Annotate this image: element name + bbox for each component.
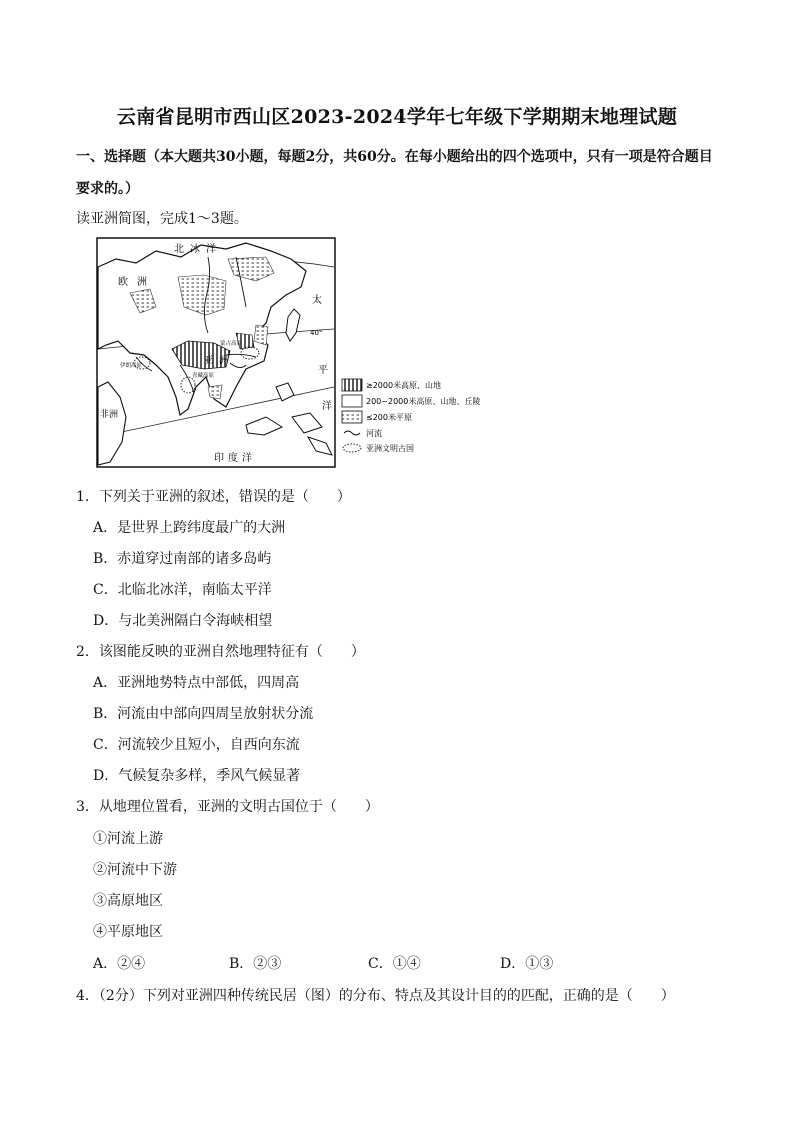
- label-latitude: 40°: [310, 329, 323, 337]
- label-mongolia: 蒙古高原: [220, 341, 243, 347]
- section-heading-line1: 一、选择题（本大题共30小题，每题2分，共60分。在每小题给出的四个选项中，只有一项是符合题目: [76, 149, 713, 165]
- map-legend: [342, 379, 480, 453]
- legend-label: 亚洲文明古国: [366, 444, 414, 453]
- label-asia: 亚洲: [204, 356, 235, 366]
- label-tibet: 青藏高原: [192, 373, 215, 379]
- question-1-option-a[interactable]: A．是世界上跨纬度最广的大洲: [93, 520, 286, 536]
- question-3-item-2: ②河流中下游: [93, 862, 177, 878]
- question-2-option-a[interactable]: A．亚洲地势特点中部低，四周高: [93, 675, 300, 691]
- label-arctic: 北冰洋: [174, 244, 222, 255]
- intro-text: 读亚洲简图，完成1～3题。: [76, 211, 248, 227]
- question-2-stem: 2．该图能反映的亚洲自然地理特征有（ ）: [76, 644, 365, 660]
- label-africa: 非洲: [100, 410, 119, 420]
- plain-area: [208, 385, 222, 399]
- question-2-option-b[interactable]: B．河流由中部向四周呈放射状分流: [93, 706, 314, 722]
- asia-map-figure: [96, 237, 522, 469]
- legend-label: ≥2000米高原、山地: [366, 381, 442, 390]
- legend-swatch-plain: [342, 411, 362, 423]
- legend-river-icon: [344, 431, 360, 435]
- question-3-item-3: ③高原地区: [93, 893, 163, 909]
- legend-label: 河流: [366, 429, 382, 438]
- question-3-option-d[interactable]: D．①③: [500, 956, 554, 972]
- asia-map: [96, 237, 522, 469]
- question-3-option-c[interactable]: C．①④: [368, 956, 421, 972]
- question-1-stem: 1．下列关于亚洲的叙述，错误的是（ ）: [76, 489, 351, 505]
- question-1-option-c[interactable]: C．北临北冰洋，南临太平洋: [93, 582, 272, 598]
- section-heading-line2: 要求的。）: [76, 181, 139, 197]
- question-3-stem: 3．从地理位置看，亚洲的文明古国位于（ ）: [76, 799, 379, 815]
- question-1-option-d[interactable]: D．与北美洲隔白令海峡相望: [93, 613, 273, 629]
- label-europe: 欧洲: [118, 277, 156, 288]
- page-title: 云南省昆明市西山区2023-2024学年七年级下学期期末地理试题: [116, 106, 678, 128]
- question-3-item-4: ④平原地区: [93, 924, 163, 940]
- label-indian: 印度洋: [214, 453, 256, 464]
- question-2-option-c[interactable]: C．河流较少且短小，自西向东流: [93, 737, 300, 753]
- legend-swatch-highland: [342, 379, 362, 391]
- question-3-item-1: ①河流上游: [93, 831, 163, 847]
- question-4-stem: 4．（2分）下列对亚洲四种传统民居（图）的分布、特点及其设计目的的匹配，正确的是（ ）: [76, 988, 675, 1004]
- label-pacific-1: 太: [312, 295, 322, 306]
- legend-swatch-hills: [342, 395, 362, 407]
- legend-label: ≤200米平原: [366, 413, 412, 422]
- legend-label: 200~2000米高原、山地、丘陵: [366, 397, 481, 406]
- label-pacific-3: 洋: [322, 401, 332, 412]
- question-3-option-b[interactable]: B．②③: [229, 956, 282, 972]
- label-pacific-2: 平: [318, 365, 328, 376]
- legend-civilization-icon: [343, 444, 361, 452]
- question-3-option-a[interactable]: A．②④: [93, 956, 146, 972]
- question-1-option-b[interactable]: B．赤道穿过南部的诸多岛屿: [93, 551, 272, 567]
- plain-area: [254, 325, 268, 345]
- label-iran: 伊朗高原: [120, 363, 143, 369]
- question-2-option-d[interactable]: D．气候复杂多样，季风气候显著: [93, 768, 301, 784]
